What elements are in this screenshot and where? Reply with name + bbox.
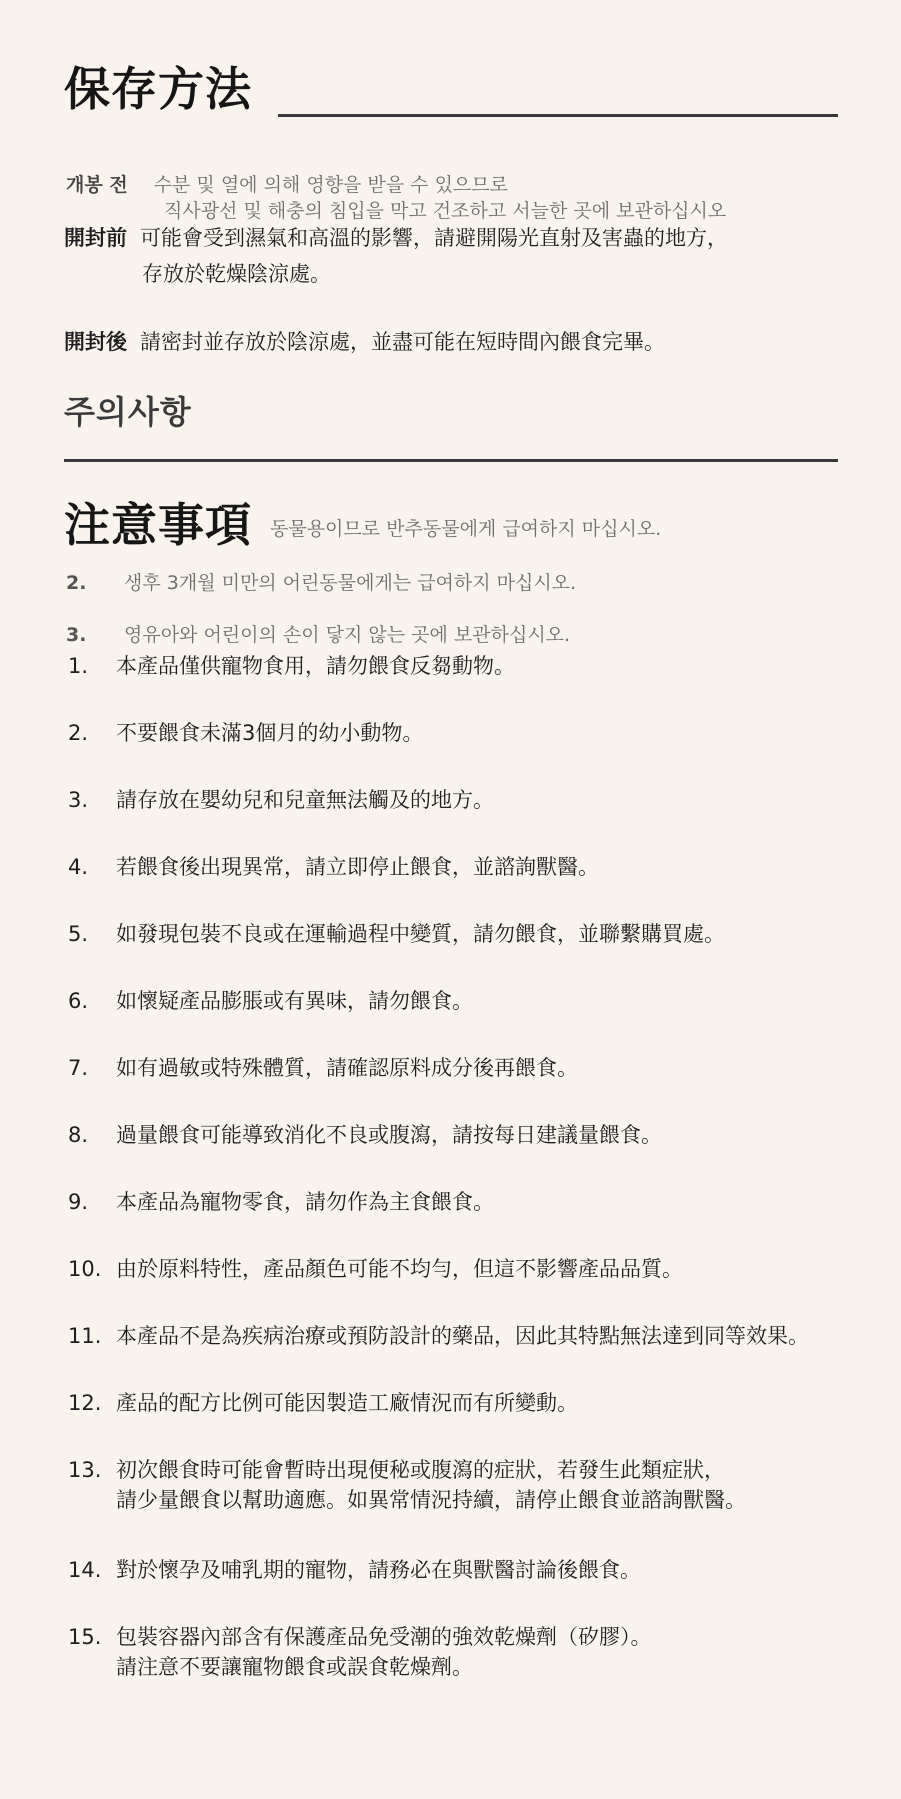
- list-item-number: 10.: [68, 1257, 102, 1281]
- list-item: [68, 1455, 888, 1515]
- list-item-number: 13.: [68, 1458, 102, 1482]
- storage-after-text: 請密封並存放於陰涼處，並盡可能在短時間內餵食完畢。: [140, 330, 665, 354]
- list-item-line: 如發現包裝不良或在運輸過程中變質，請勿餵食，並聯繫購買處。: [116, 922, 725, 946]
- list-item-number: 4.: [68, 855, 89, 879]
- list-item-text: [116, 651, 888, 681]
- list-item-text: [116, 1053, 888, 1083]
- ghost-korean-text: 수분 및 열에 의해 영향을 받을 수 있으므로: [153, 174, 508, 196]
- list-item-number: 2.: [68, 721, 89, 745]
- storage-after: [64, 324, 864, 360]
- list-item: [68, 1187, 888, 1217]
- list-item: [68, 919, 888, 949]
- list-item-text: [116, 1388, 888, 1418]
- list-item-number: 6.: [68, 989, 89, 1013]
- storage-before-label: 開封前: [64, 226, 127, 250]
- list-item-line: 包裝容器內部含有保護產品免受潮的強效乾燥劑（矽膠）。: [116, 1625, 652, 1649]
- list-item-number: 1.: [68, 654, 89, 678]
- list-item-line: 請注意不要讓寵物餵食或誤食乾燥劑。: [116, 1655, 473, 1679]
- list-item-text: [116, 785, 888, 815]
- list-item-line: 請存放在嬰幼兒和兒童無法觸及的地方。: [116, 788, 494, 812]
- list-item: [68, 785, 888, 815]
- list-item-number: 5.: [68, 922, 89, 946]
- ghost-korean-storage-cut: [164, 200, 824, 222]
- list-item-line: 過量餵食可能導致消化不良或腹瀉，請按每日建議量餵食。: [116, 1123, 662, 1147]
- list-item-text: [116, 1254, 888, 1284]
- ghost-korean-heading: 주의사항: [64, 393, 192, 431]
- list-item: [68, 1053, 888, 1083]
- list-item: [68, 1254, 888, 1284]
- list-item: [68, 718, 888, 748]
- ghost-korean-line-3: 3. 영유아와 어린이의 손이 닿지 않는 곳에 보관하십시오.: [66, 624, 571, 646]
- list-item: [68, 651, 888, 681]
- list-item-text: [116, 919, 888, 949]
- ghost-korean-line-2: 2. 생후 3개월 미만의 어린동물에게는 급여하지 마십시오.: [66, 572, 577, 594]
- storage-title: 保存方法: [64, 62, 252, 116]
- list-item-number: 3.: [68, 788, 89, 812]
- storage-before-line1: 可能會受到濕氣和高溫的影響，請避開陽光直射及害蟲的地方，: [140, 226, 728, 250]
- list-item-line: 產品的配方比例可能因製造工廠情況而有所變動。: [116, 1391, 578, 1415]
- list-item-number: 14.: [68, 1558, 102, 1582]
- list-item-line: 如有過敏或特殊體質，請確認原料成分後再餵食。: [116, 1056, 578, 1080]
- list-item-line: 若餵食後出現異常，請立即停止餵食，並諮詢獸醫。: [116, 855, 599, 879]
- list-item: [68, 1321, 888, 1351]
- list-item-line: 本產品為寵物零食，請勿作為主食餵食。: [116, 1190, 494, 1214]
- list-item-line: 初次餵食時可能會暫時出現便秘或腹瀉的症狀，若發生此類症狀，: [116, 1458, 725, 1482]
- list-item: [68, 1120, 888, 1150]
- list-item-line: 如懷疑產品膨脹或有異味，請勿餵食。: [116, 989, 473, 1013]
- notice-list: [68, 651, 888, 1722]
- storage-before: [64, 220, 864, 292]
- list-item-text: [116, 1455, 888, 1515]
- list-item: [68, 1388, 888, 1418]
- list-item-text: [116, 1555, 888, 1585]
- list-item-text: [116, 852, 888, 882]
- ghost-korean-text-2: 직사광선 및 해충의 침입을 막고 건조하고 서늘한 곳에 보관하십시오: [164, 200, 727, 222]
- list-item-line: 由於原料特性，產品顏色可能不均勻，但這不影響產品品質。: [116, 1257, 683, 1281]
- list-item-number: 12.: [68, 1391, 102, 1415]
- storage-after-label: 開封後: [64, 330, 127, 354]
- list-item-text: [116, 1321, 888, 1351]
- list-item-text: [116, 1187, 888, 1217]
- ghost-korean-label: 개봉 전: [66, 174, 128, 196]
- list-item: [68, 986, 888, 1016]
- list-item-line: 本產品僅供寵物食用，請勿餵食反芻動物。: [116, 654, 515, 678]
- list-item: [68, 1555, 888, 1585]
- ghost-korean-storage: [66, 176, 508, 195]
- notice-top-rule: [64, 459, 838, 462]
- storage-before-line2: 存放於乾燥陰涼處。: [142, 262, 331, 286]
- list-item-text: [116, 718, 888, 748]
- storage-title-rule: [278, 114, 838, 117]
- list-item-text: [116, 1622, 888, 1682]
- ghost-korean-line-1: 동물용이므로 반추동물에게 급여하지 마십시오.: [270, 518, 662, 540]
- list-item-line: 對於懷孕及哺乳期的寵物，請務必在與獸醫討論後餵食。: [116, 1558, 641, 1582]
- list-item-number: 11.: [68, 1324, 102, 1348]
- list-item-number: 8.: [68, 1123, 89, 1147]
- list-item-text: [116, 1120, 888, 1150]
- list-item-number: 9.: [68, 1190, 89, 1214]
- notice-title: 注意事項: [64, 498, 252, 552]
- list-item-line: 請少量餵食以幫助適應。如異常情況持續，請停止餵食並諮詢獸醫。: [116, 1488, 746, 1512]
- list-item: [68, 1622, 888, 1682]
- list-item-number: 7.: [68, 1056, 89, 1080]
- list-item-number: 15.: [68, 1625, 102, 1649]
- list-item-line: 不要餵食未滿3個月的幼小動物。: [116, 721, 424, 745]
- list-item-line: 本產品不是為疾病治療或預防設計的藥品，因此其特點無法達到同等效果。: [116, 1324, 809, 1348]
- list-item-text: [116, 986, 888, 1016]
- list-item: [68, 852, 888, 882]
